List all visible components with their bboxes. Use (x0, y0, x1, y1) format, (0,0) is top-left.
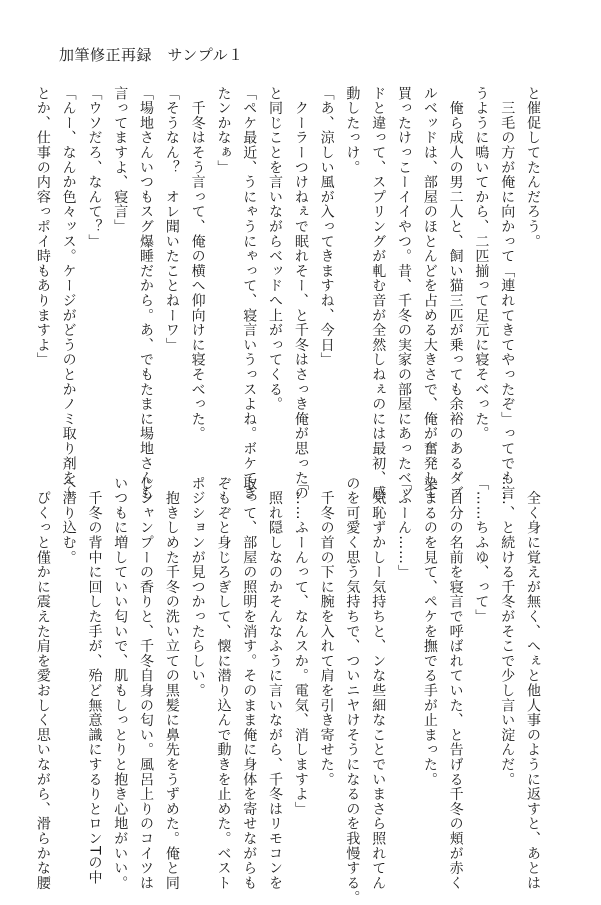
text-line: たンかなぁ」 (215, 86, 232, 175)
text-line: 自分の名前を寝言で呼ばれていた、と告げる千冬の頬が赤く (447, 476, 464, 891)
text-line: 「あ、涼しい風が入ってきますね、今日」 (318, 86, 335, 368)
text-line: ぴくっと僅かに震えた肩を愛おしく思いながら、滑らかな腰 (34, 476, 51, 891)
text-line: 染まるのを見て、ペケを撫でる手が止まった。 (421, 476, 438, 787)
text-line: と同じことを言いながらベッドへ上がってくる。 (267, 86, 284, 412)
text-line: ドと違って、スプリングが軋む音が全然しねぇのには最初、感 (370, 86, 387, 501)
text-line: 買ったけっこーイイやつ。昔、千冬の実家の部屋にあったベッ (396, 86, 413, 501)
text-line: 「そうなん？ オレ聞いたことねーワ」 (163, 86, 180, 353)
text-line: 「ペケ最近、うにゃうにゃって、寝言いうっスよね。ボケてき (241, 86, 258, 501)
text-line: 言ってますよ、寝言」 (112, 86, 129, 234)
text-line: のを可愛く思う気持ちで、ついニヤけそうになるのを我慢する。 (344, 476, 361, 905)
text-line: 三毛の方が俺に向かって「連れてきてやったぞ」ってでも言 (499, 86, 516, 501)
text-line: ……、と続ける千冬がそこで少し言い淀んだ。 (499, 476, 516, 787)
text-line: 「……ふーんって、なんスか。電気、消しますよ」 (292, 476, 309, 817)
text-line: うように鳴いてから、二匹揃って足元に寝そべった。 (473, 86, 490, 442)
text-line: 「場地さんいつもスグ爆睡だから。あ、でもたまに場地さんも (138, 86, 155, 501)
text-line: 取って、部屋の照明を消す。そのまま俺に身体を寄せながらも (241, 476, 258, 891)
text-line: いつもに増していい匂いで、肌もしっとりと抱き心地がいい。 (112, 476, 129, 891)
text-line: と催促してたんだろう。 (525, 86, 541, 249)
text-line: じシャンプーの香りと、千冬自身の匂い。風呂上りのコイツは (138, 476, 155, 891)
text-block-upper (29, 86, 545, 501)
text-line: 全く身に覚えが無く、へぇと他人事のように返すと、あとは (525, 476, 541, 891)
text-line: へ潜り込む。 (60, 476, 77, 565)
text-line: 千冬の首の下に腕を入れて肩を引き寄せた。 (318, 476, 335, 787)
text-line: 千冬はそう言って、俺の横へ仰向けに寝そべった。 (189, 86, 206, 442)
text-line: 抱きしめた千冬の洗い立ての黒髪に鼻先をうずめた。俺と同 (163, 476, 180, 891)
text-line: 「ふーん……」 (396, 476, 413, 580)
text-line: 動したっけ。 (344, 86, 361, 175)
text-line: ポジションが見つかったらしい。 (189, 476, 206, 698)
text-line: ルベッドは、部屋のほとんどを占める大きさで、俺が奮発して (421, 86, 438, 501)
text-block-lower (29, 476, 545, 905)
text-line: 「んー、なんか色々ッス。ケージがどうのとかノミ取り剤を～ (60, 86, 77, 501)
text-line: ぞもぞと身じろぎして、懐に潜り込んで動きを止めた。ベスト (215, 476, 232, 891)
text-line: クーラーつけねぇで眠れそー、と千冬はさっき俺が思ったの (292, 86, 309, 501)
text-line: 照れ隠しなのかそんなふうに言いながら、千冬はリモコンを (267, 476, 284, 891)
page-title: 加筆修正再録 サンプル１ (59, 46, 244, 64)
text-line: 「ウソだろ、なんて？」 (86, 86, 103, 249)
text-line: 千冬の背中に回した手が、殆ど無意識にするりとロンTの中 (86, 476, 103, 885)
text-line: 俺ら成人の男二人と、飼い猫三匹が乗っても余裕のあるダブ (447, 86, 464, 501)
text-line: とか、仕事の内容っポイ時もありますよ」 (34, 86, 51, 368)
text-line: 気恥ずかしー気持ちと、ンな些細なことでいまさら照れてん (370, 476, 387, 891)
text-line: 「……ちふゆ、って」 (473, 476, 490, 624)
